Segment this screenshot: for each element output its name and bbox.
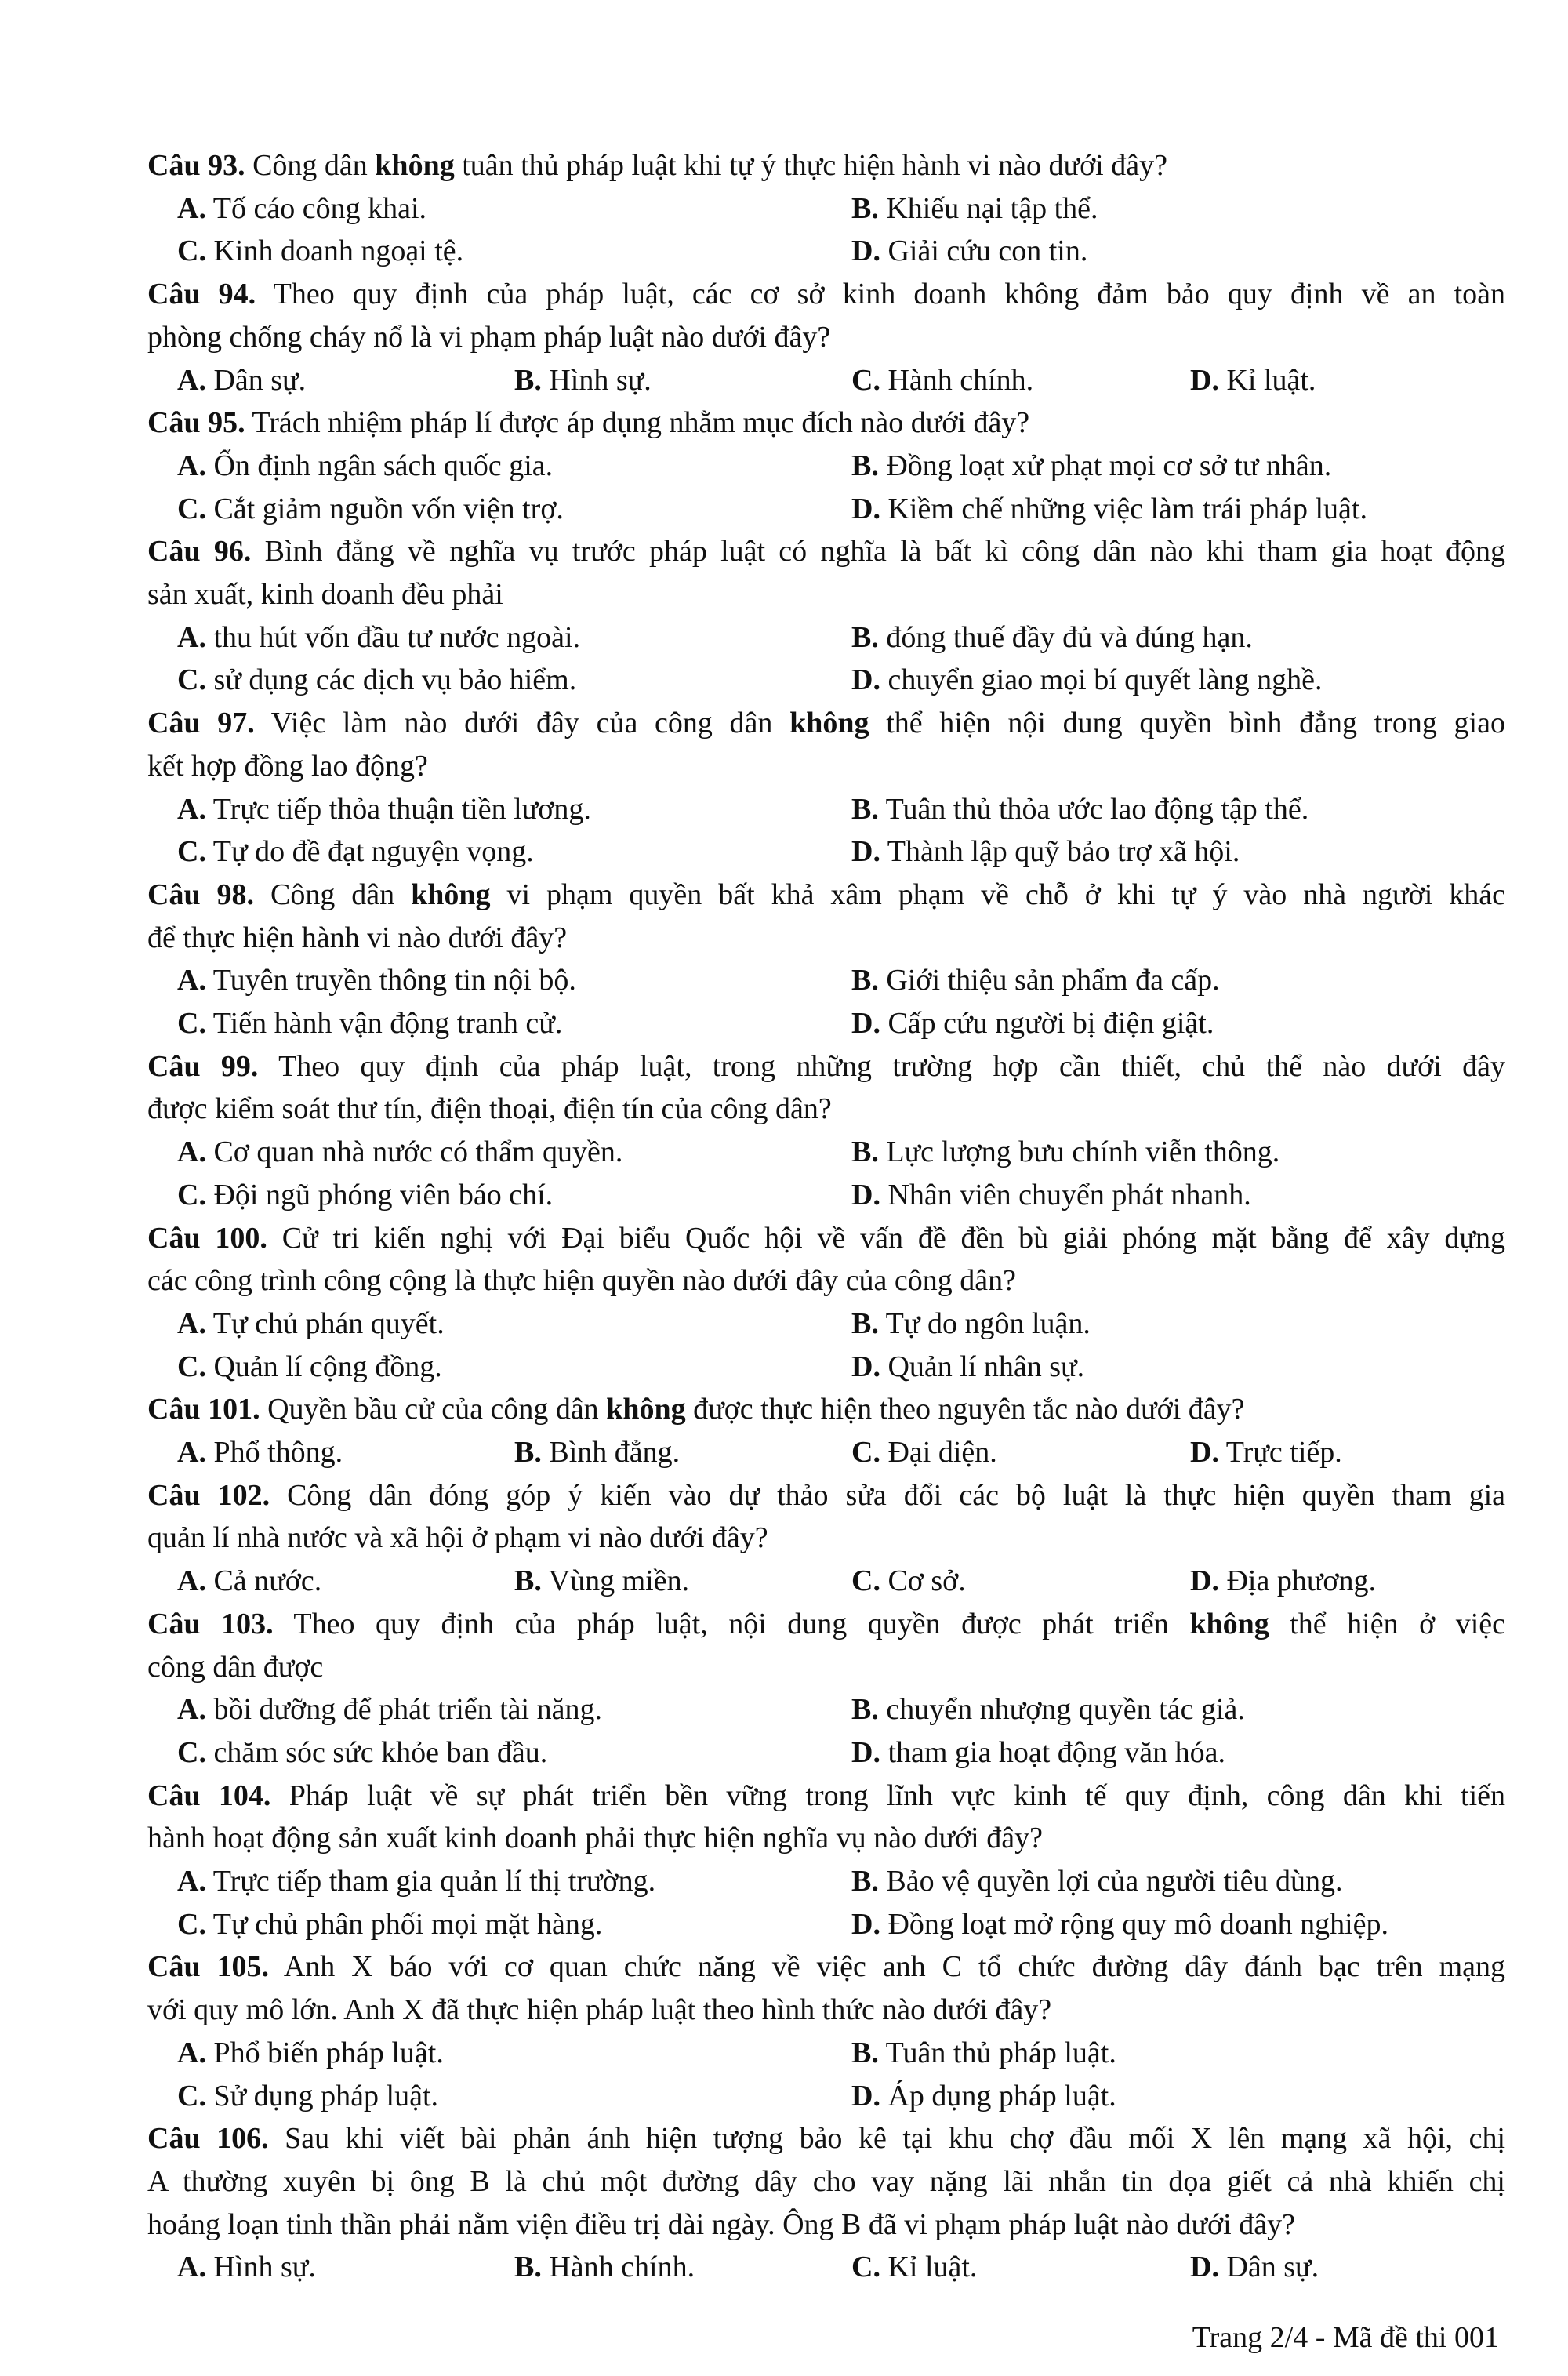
option-text: Hành chính. <box>541 2251 695 2284</box>
option-b[interactable] <box>851 1860 1342 1902</box>
option-letter: A. <box>177 964 206 997</box>
option-d[interactable] <box>1190 1431 1342 1473</box>
option-letter: B. <box>851 620 879 654</box>
option-letter: D. <box>851 1350 880 1383</box>
option-text: Trực tiếp tham gia quản lí thị trường. <box>205 1865 656 1898</box>
option-letter: C. <box>851 363 880 397</box>
option-text: sử dụng các dịch vụ bảo hiểm. <box>205 663 577 697</box>
option-c[interactable] <box>177 1731 547 1774</box>
option-a[interactable] <box>177 1688 602 1731</box>
question-text: Bình đẳng về nghĩa vụ trước pháp luật có nghĩa là bất kì công dân nào khi tham gia hoạt động <box>264 535 1506 569</box>
question-text-line <box>147 1045 1505 1088</box>
emphasis-text: không <box>1189 1607 1269 1640</box>
option-c[interactable] <box>177 1002 562 1044</box>
option-text: Hình sự. <box>541 363 652 397</box>
option-a[interactable] <box>177 788 591 830</box>
option-text: Quản lí cộng đồng. <box>205 1350 442 1383</box>
option-letter: C. <box>177 234 206 268</box>
question-text-line <box>147 1945 1505 1988</box>
option-a[interactable] <box>177 1131 622 1173</box>
option-b[interactable] <box>851 788 1308 830</box>
option-text: Tố cáo công khai. <box>205 191 427 225</box>
option-letter: D. <box>851 2079 880 2113</box>
option-a[interactable] <box>177 616 580 659</box>
emphasis-text: không <box>375 149 455 182</box>
option-b[interactable] <box>851 1688 1245 1731</box>
option-a[interactable] <box>177 1302 445 1345</box>
option-b[interactable] <box>851 2032 1116 2074</box>
option-letter: D. <box>851 1907 880 1941</box>
option-text: Giải cứu con tin. <box>880 234 1088 268</box>
option-letter: B. <box>851 1135 879 1169</box>
option-c[interactable] <box>177 230 463 272</box>
option-text: Cả nước. <box>205 1564 322 1598</box>
option-c[interactable] <box>177 1903 602 1945</box>
option-text: Cắt giảm nguồn vốn viện trợ. <box>205 492 564 525</box>
question-text: các công trình công cộng là thực hiện quyền nào dưới đây của công dân? <box>147 1264 1017 1298</box>
question-text-line <box>147 401 1505 444</box>
option-letter: B. <box>851 964 879 997</box>
question-text: Anh X báo với cơ quan chức năng về việc anh C tổ chức đường dây đánh bạc trên mạng <box>283 1950 1505 1984</box>
option-d[interactable] <box>1190 359 1316 401</box>
option-text: Vùng miền. <box>541 1564 690 1598</box>
option-letter: B. <box>514 363 542 397</box>
question-text-line <box>147 2203 1505 2246</box>
emphasis-text: không <box>606 1393 686 1426</box>
option-letter: C. <box>177 835 206 869</box>
option-letter: C. <box>177 492 206 525</box>
exam-page <box>147 0 1505 2376</box>
option-d[interactable] <box>851 1731 1225 1774</box>
option-d[interactable] <box>1190 2246 1319 2288</box>
option-text: Đại diện. <box>880 1436 997 1469</box>
option-c[interactable] <box>851 1431 997 1473</box>
option-text: Kinh doanh ngoại tệ. <box>205 234 464 268</box>
option-letter: B. <box>851 449 879 482</box>
question-text-line <box>147 573 1505 616</box>
option-letter: C. <box>177 1907 206 1941</box>
option-letter: D. <box>851 234 880 268</box>
option-text: Thành lập quỹ bảo trợ xã hội. <box>880 835 1240 869</box>
option-text: Địa phương. <box>1218 1564 1377 1598</box>
option-text: Dân sự. <box>205 363 307 397</box>
option-text: chăm sóc sức khỏe ban đầu. <box>205 1735 548 1769</box>
option-letter: A. <box>177 1693 206 1727</box>
option-letter: D. <box>851 1007 880 1040</box>
question-text: Công dân đóng góp ý kiến vào dự thảo sửa đổi các bộ luật là thực hiện quyền tham gia <box>287 1478 1505 1512</box>
option-text: chuyển nhượng quyền tác giả. <box>878 1693 1245 1727</box>
option-letter: B. <box>851 191 879 225</box>
option-c[interactable] <box>851 359 1033 401</box>
option-text: Trực tiếp thỏa thuận tiền lương. <box>205 792 591 826</box>
option-letter: B. <box>851 1865 879 1898</box>
question-number: Câu 96. <box>147 535 252 569</box>
option-c[interactable] <box>177 1174 553 1216</box>
option-text: Phổ thông. <box>205 1436 343 1469</box>
option-letter: D. <box>1190 363 1219 397</box>
question-text-line <box>147 1989 1505 2031</box>
question-text-line <box>147 874 1505 916</box>
question-text-line <box>147 144 1505 187</box>
option-letter: C. <box>177 663 206 697</box>
option-text: Đồng loạt mở rộng quy mô doanh nghiệp. <box>880 1907 1389 1941</box>
option-a[interactable] <box>177 1860 655 1902</box>
option-text: tham gia hoạt động văn hóa. <box>880 1735 1226 1769</box>
question-text-line <box>147 273 1505 315</box>
option-text: bồi dưỡng để phát triển tài năng. <box>205 1693 602 1727</box>
option-letter: B. <box>851 792 879 826</box>
option-letter: D. <box>1190 2251 1219 2284</box>
option-text: Tự do đề đạt nguyện vọng. <box>205 835 534 869</box>
question-text: phòng chống cháy nổ là vi phạm pháp luật nào dưới đây? <box>147 320 831 354</box>
option-text: Sử dụng pháp luật. <box>205 2079 439 2113</box>
option-d[interactable] <box>851 230 1087 272</box>
question-text: công dân được <box>147 1650 324 1684</box>
question-text: hoảng loạn tinh thần phải nằm viện điều trị dài ngày. Ông B đã vi phạm pháp luật nào dưới đây? <box>147 2207 1295 2241</box>
option-letter: A. <box>177 1306 206 1340</box>
question-text: được kiểm soát thư tín, điện thoại, điện tín của công dân? <box>147 1092 832 1126</box>
question-text-line <box>147 702 1505 744</box>
question-text-line <box>147 1388 1505 1430</box>
option-letter: D. <box>851 1735 880 1769</box>
option-letter: C. <box>177 2079 206 2113</box>
option-letter: D. <box>851 835 880 869</box>
option-letter: C. <box>851 2251 880 2284</box>
option-b[interactable] <box>514 359 652 401</box>
option-text: Dân sự. <box>1218 2251 1319 2284</box>
option-text: Phổ biến pháp luật. <box>205 2036 444 2069</box>
option-text: Trực tiếp. <box>1218 1436 1342 1469</box>
question-text-line <box>147 1517 1505 1559</box>
question-text-line <box>147 1775 1505 1817</box>
option-letter: D. <box>1190 1564 1219 1598</box>
question-number: Câu 95. <box>147 406 245 440</box>
option-letter: C. <box>177 1350 206 1383</box>
option-text: Tiến hành vận động tranh cử. <box>205 1007 563 1040</box>
option-a[interactable] <box>177 187 426 230</box>
option-letter: A. <box>177 2251 206 2284</box>
option-d[interactable] <box>851 2075 1116 2117</box>
emphasis-text: không <box>789 707 869 740</box>
option-d[interactable] <box>851 1002 1214 1044</box>
question-text-line <box>147 2160 1505 2203</box>
option-letter: B. <box>514 2251 542 2284</box>
option-c[interactable] <box>177 659 576 701</box>
option-text: Khiếu nại tập thể. <box>878 191 1098 225</box>
option-letter: B. <box>851 1693 879 1727</box>
option-text: Hình sự. <box>205 2251 316 2284</box>
question-number: Câu 100. <box>147 1221 267 1255</box>
option-letter: A. <box>177 792 206 826</box>
option-text: Ổn định ngân sách quốc gia. <box>205 449 554 482</box>
option-text: Tuân thủ thỏa ước lao động tập thể. <box>878 792 1309 826</box>
option-b[interactable] <box>851 1302 1091 1345</box>
option-text: Kỉ luật. <box>880 2251 978 2284</box>
question-number: Câu 105. <box>147 1950 270 1984</box>
option-text: Lực lượng bưu chính viễn thông. <box>878 1135 1280 1169</box>
question-text: thể hiện ở việc <box>1269 1607 1505 1640</box>
option-letter: A. <box>177 1436 206 1469</box>
option-text: Tự do ngôn luận. <box>878 1306 1091 1340</box>
option-c[interactable] <box>851 1560 966 1602</box>
question-text: A thường xuyên bị ông B là chủ một đường dây cho vay nặng lãi nhắn tin dọa giết cả nhà khiến chị <box>147 2164 1505 2198</box>
question-text: Theo quy định của pháp luật, nội dung quyền được phát triển <box>293 1607 1190 1640</box>
question-text-line <box>147 316 1505 358</box>
question-text: Cử tri kiến nghị với Đại biểu Quốc hội về vấn đề đền bù giải phóng mặt bằng để xây dựng <box>281 1221 1506 1255</box>
option-c[interactable] <box>177 2075 438 2117</box>
option-letter: A. <box>177 620 206 654</box>
option-letter: A. <box>177 449 206 482</box>
option-text: Tự chủ phán quyết. <box>205 1306 445 1340</box>
question-text-line <box>147 530 1505 572</box>
option-d[interactable] <box>851 1174 1251 1216</box>
option-d[interactable] <box>851 488 1367 530</box>
emphasis-text: không <box>411 877 491 911</box>
question-text-line <box>147 1259 1505 1302</box>
option-text: Hành chính. <box>880 363 1034 397</box>
option-d[interactable] <box>851 830 1240 873</box>
question-text: Công dân <box>270 877 412 911</box>
option-c[interactable] <box>177 488 564 530</box>
option-d[interactable] <box>851 659 1323 701</box>
question-text-line <box>147 745 1505 787</box>
option-a[interactable] <box>177 2246 316 2288</box>
question-text-line <box>147 1474 1505 1517</box>
question-number: Câu 101. <box>147 1393 260 1426</box>
question-text: để thực hiện hành vi nào dưới đây? <box>147 921 568 954</box>
option-letter: B. <box>851 2036 879 2069</box>
question-text: Quyền bầu cử của công dân <box>267 1393 607 1426</box>
question-text: kết hợp đồng lao động? <box>147 749 428 783</box>
option-b[interactable] <box>851 616 1253 659</box>
option-text: Kỉ luật. <box>1218 363 1316 397</box>
question-text: Việc làm nào dưới đây của công dân <box>270 707 790 740</box>
option-letter: B. <box>851 1306 879 1340</box>
option-text: Tuyên truyền thông tin nội bộ. <box>205 964 576 997</box>
question-number: Câu 98. <box>147 877 255 911</box>
question-number: Câu 94. <box>147 278 256 311</box>
option-text: Quản lí nhân sự. <box>880 1350 1085 1383</box>
question-text-line <box>147 1646 1505 1688</box>
option-b[interactable] <box>514 1431 680 1473</box>
question-text-line <box>147 1217 1505 1259</box>
question-text: Pháp luật về sự phát triển bền vững trong lĩnh vực kinh tế quy định, công dân khi tiến <box>289 1778 1506 1812</box>
option-text: Áp dụng pháp luật. <box>880 2079 1116 2113</box>
option-text: Kiềm chế những việc làm trái pháp luật. <box>880 492 1367 525</box>
option-a[interactable] <box>177 1431 343 1473</box>
question-number: Câu 97. <box>147 707 255 740</box>
option-text: Bình đẳng. <box>541 1436 681 1469</box>
option-letter: D. <box>1190 1436 1219 1469</box>
question-text-line <box>147 1088 1505 1130</box>
question-text: Theo quy định của pháp luật, các cơ sở kinh doanh không đảm bảo quy định về an toàn <box>273 278 1505 311</box>
page-footer: Trang 2/4 - Mã đề thi 001 <box>1192 2321 1499 2354</box>
question-text-line <box>147 2117 1505 2160</box>
option-b[interactable] <box>851 445 1331 487</box>
question-text: hành hoạt động sản xuất kinh doanh phải thực hiện nghĩa vụ nào dưới đây? <box>147 1822 1043 1855</box>
question-text: được thực hiện theo nguyên tắc nào dưới đây? <box>685 1393 1245 1426</box>
option-letter: B. <box>514 1436 542 1469</box>
option-c[interactable] <box>177 830 534 873</box>
option-letter: B. <box>514 1564 542 1598</box>
question-number: Câu 93. <box>147 149 245 182</box>
option-letter: D. <box>851 492 880 525</box>
question-text: thể hiện nội dung quyền bình đẳng trong giao <box>869 707 1505 740</box>
option-d[interactable] <box>851 1903 1388 1945</box>
question-text: với quy mô lớn. Anh X đã thực hiện pháp luật theo hình thức nào dưới đây? <box>147 1993 1052 2027</box>
question-text: tuân thủ pháp luật khi tự ý thực hiện hành vi nào dưới đây? <box>454 149 1167 182</box>
option-letter: D. <box>851 663 880 697</box>
option-c[interactable] <box>177 1346 442 1388</box>
option-b[interactable] <box>514 2246 695 2288</box>
option-letter: A. <box>177 191 206 225</box>
question-number: Câu 104. <box>147 1778 271 1812</box>
option-letter: A. <box>177 2036 206 2069</box>
option-text: Tuân thủ pháp luật. <box>878 2036 1116 2069</box>
option-text: đóng thuế đầy đủ và đúng hạn. <box>878 620 1253 654</box>
option-b[interactable] <box>851 1131 1279 1173</box>
option-letter: A. <box>177 1865 206 1898</box>
option-letter: C. <box>177 1735 206 1769</box>
option-a[interactable] <box>177 1560 321 1602</box>
option-text: Giới thiệu sản phẩm đa cấp. <box>878 964 1220 997</box>
option-a[interactable] <box>177 959 576 1001</box>
question-text: Công dân <box>252 149 376 182</box>
question-text: Sau khi viết bài phản ánh hiện tượng bảo kê tại khu chợ đầu mối X lên mạng xã hội, chị <box>285 2122 1505 2156</box>
option-c[interactable] <box>851 2246 977 2288</box>
option-text: thu hút vốn đầu tư nước ngoài. <box>205 620 581 654</box>
option-letter: C. <box>851 1436 880 1469</box>
option-text: chuyển giao mọi bí quyết làng nghề. <box>880 663 1323 697</box>
option-text: Tự chủ phân phối mọi mặt hàng. <box>205 1907 603 1941</box>
question-text: Theo quy định của pháp luật, trong những trường hợp cần thiết, chủ thể nào dưới đây <box>278 1049 1506 1083</box>
option-letter: A. <box>177 1564 206 1598</box>
question-text: quản lí nhà nước và xã hội ở phạm vi nào dưới đây? <box>147 1521 768 1555</box>
option-a[interactable] <box>177 2032 444 2074</box>
option-b[interactable] <box>514 1560 689 1602</box>
question-text: vi phạm quyền bất khả xâm phạm về chỗ ở khi tự ý vào nhà người khác <box>490 877 1505 911</box>
option-text: Nhân viên chuyển phát nhanh. <box>880 1178 1251 1212</box>
option-a[interactable] <box>177 445 553 487</box>
option-text: Đồng loạt xử phạt mọi cơ sở tư nhân. <box>878 449 1332 482</box>
option-d[interactable] <box>851 1346 1084 1388</box>
question-number: Câu 106. <box>147 2122 269 2156</box>
option-d[interactable] <box>1190 1560 1376 1602</box>
option-text: Cấp cứu người bị điện giật. <box>880 1007 1214 1040</box>
question-text-line <box>147 1603 1505 1645</box>
option-a[interactable] <box>177 359 306 401</box>
question-text: Trách nhiệm pháp lí được áp dụng nhằm mục đích nào dưới đây? <box>252 406 1030 440</box>
option-letter: C. <box>851 1564 880 1598</box>
option-letter: D. <box>851 1178 880 1212</box>
question-number: Câu 103. <box>147 1607 274 1640</box>
question-number: Câu 102. <box>147 1478 270 1512</box>
option-text: Cơ quan nhà nước có thẩm quyền. <box>205 1135 623 1169</box>
option-letter: A. <box>177 1135 206 1169</box>
option-letter: A. <box>177 363 206 397</box>
option-letter: C. <box>177 1007 206 1040</box>
option-letter: C. <box>177 1178 206 1212</box>
option-text: Bảo vệ quyền lợi của người tiêu dùng. <box>878 1865 1343 1898</box>
question-text-line <box>147 917 1505 959</box>
option-text: Đội ngũ phóng viên báo chí. <box>205 1178 554 1212</box>
question-text: sản xuất, kinh doanh đều phải <box>147 578 503 611</box>
question-number: Câu 99. <box>147 1049 259 1083</box>
option-text: Cơ sở. <box>880 1564 966 1598</box>
option-b[interactable] <box>851 959 1220 1001</box>
question-text-line <box>147 1817 1505 1859</box>
option-b[interactable] <box>851 187 1098 230</box>
